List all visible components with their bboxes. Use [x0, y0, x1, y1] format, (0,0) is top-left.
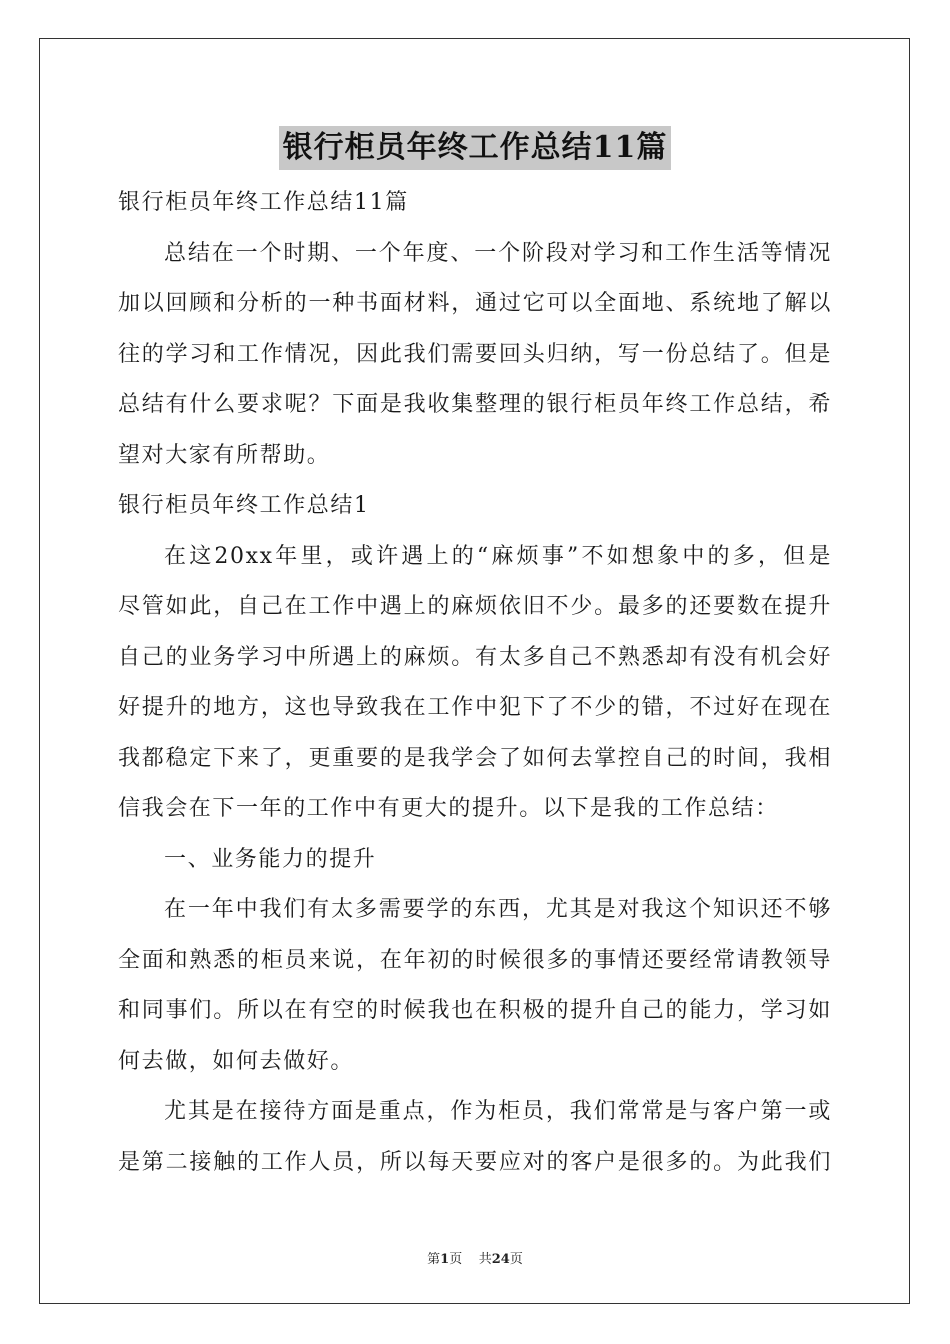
document-title: 银行柜员年终工作总结11篇: [279, 126, 672, 170]
document-body: [118, 178, 832, 1188]
text-line: 在一年中我们有太多需要学的东西，尤其是对我这个知识还不够: [164, 897, 832, 922]
text-line: 和同事们。所以在有空的时候我也在积极的提升自己的能力，学习如: [118, 998, 832, 1023]
footer-total-suffix: 页: [509, 1252, 523, 1267]
text-line: 尽管如此，自己在工作中遇上的麻烦依旧不少。最多的还要数在提升: [118, 594, 832, 619]
text-line: 全面和熟悉的柜员来说，在年初的时候很多的事情还要经常请教领导: [118, 947, 832, 973]
footer-page-suffix: 页: [449, 1252, 463, 1267]
text-line: 加以回顾和分析的一种书面材料，通过它可以全面地、系统地了解以: [118, 291, 832, 316]
footer-page-prefix: 第: [427, 1252, 441, 1267]
text-line: 何去做，如何去做好。: [118, 1048, 355, 1074]
text-line: 是第二接触的工作人员，所以每天要应对的客户是很多的。为此我们: [118, 1149, 832, 1175]
text-line: 尤其是在接待方面是重点，作为柜员，我们常常是与客户第一或: [164, 1099, 832, 1124]
page-footer: [0, 1248, 950, 1267]
text-line: 好提升的地方，这也导致我在工作中犯下了不少的错，不过好在现在: [118, 695, 832, 720]
footer-page-number: 1: [440, 1252, 450, 1267]
text-line: 信我会在下一年的工作中有更大的提升。以下是我的工作总结：: [118, 796, 779, 821]
text-line: 自己的业务学习中所遇上的麻烦。有太多自己不熟悉却有没有机会好: [118, 644, 832, 670]
footer-total-prefix: 共: [478, 1252, 492, 1267]
text-line: 银行柜员年终工作总结11篇: [118, 190, 409, 215]
text-line: 我都稳定下来了，更重要的是我学会了如何去掌控自己的时间，我相: [118, 745, 832, 771]
text-line: 往的学习和工作情况，因此我们需要回头归纳，写一份总结了。但是: [118, 341, 832, 367]
title-container: [0, 126, 950, 170]
text-line: 总结有什么要求呢？下面是我收集整理的银行柜员年终工作总结，希: [118, 392, 832, 417]
text-line: 银行柜员年终工作总结1: [118, 493, 370, 518]
text-line: 望对大家有所帮助。: [118, 442, 331, 468]
text-line: 在这20xx年里，或许遇上的“麻烦事”不如想象中的多，但是: [164, 543, 832, 569]
footer-total-pages: 24: [491, 1252, 510, 1267]
text-line: 一、业务能力的提升: [164, 846, 377, 872]
text-line: 总结在一个时期、一个年度、一个阶段对学习和工作生活等情况: [164, 240, 832, 266]
